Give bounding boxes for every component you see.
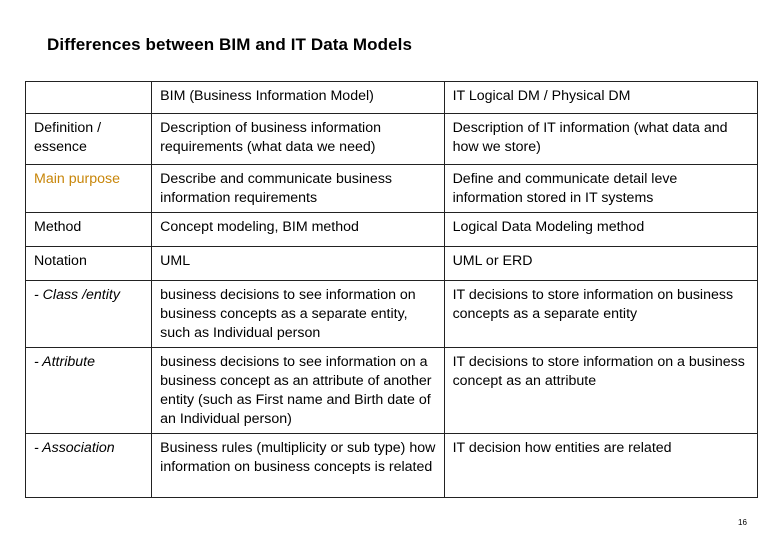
- header-cell-bim: BIM (Business Information Model): [152, 82, 444, 114]
- it-cell: IT decisions to store information on a business concept as an attribute: [444, 348, 757, 434]
- table-row-method: [26, 213, 758, 247]
- table-row-class-entity: [26, 281, 758, 348]
- page-title: Differences between BIM and IT Data Models: [47, 35, 413, 54]
- bim-cell: Describe and communicate business information requirements: [152, 165, 444, 213]
- it-cell: Define and communicate detail leve information stored in IT systems: [444, 165, 757, 213]
- it-cell: Logical Data Modeling method: [444, 213, 757, 247]
- bim-cell: Concept modeling, BIM method: [152, 213, 444, 247]
- bim-cell: Description of business information requirements (what data we need): [152, 114, 444, 165]
- table-row-attribute: [26, 348, 758, 434]
- row-label: Notation: [26, 247, 152, 281]
- bim-cell: Business rules (multiplicity or sub type) how information on business concepts is related: [152, 434, 444, 498]
- bim-cell: business decisions to see information on business concepts as a separate entity, such as Individual person: [152, 281, 444, 348]
- row-label: Method: [26, 213, 152, 247]
- row-label: Definition / essence: [26, 114, 152, 165]
- table-header-row: [26, 82, 758, 114]
- it-cell: IT decisions to store information on business concepts as a separate entity: [444, 281, 757, 348]
- row-label: Main purpose: [26, 165, 152, 213]
- row-label: - Association: [26, 434, 152, 498]
- header-cell-empty: [26, 82, 152, 114]
- it-cell: IT decision how entities are related: [444, 434, 757, 498]
- page-number: 16: [738, 518, 747, 527]
- row-label: - Attribute: [26, 348, 152, 434]
- bim-cell: UML: [152, 247, 444, 281]
- row-label: - Class /entity: [26, 281, 152, 348]
- header-cell-it: IT Logical DM / Physical DM: [444, 82, 757, 114]
- table-row-definition: [26, 114, 758, 165]
- table-row-association: [26, 434, 758, 498]
- table-row-main-purpose: [26, 165, 758, 213]
- bim-cell: business decisions to see information on a business concept as an attribute of another entity (such as First name and Birth date of an Individual person): [152, 348, 444, 434]
- it-cell: Description of IT information (what data and how we store): [444, 114, 757, 165]
- table-row-notation: [26, 247, 758, 281]
- comparison-table: [25, 81, 758, 498]
- it-cell: UML or ERD: [444, 247, 757, 281]
